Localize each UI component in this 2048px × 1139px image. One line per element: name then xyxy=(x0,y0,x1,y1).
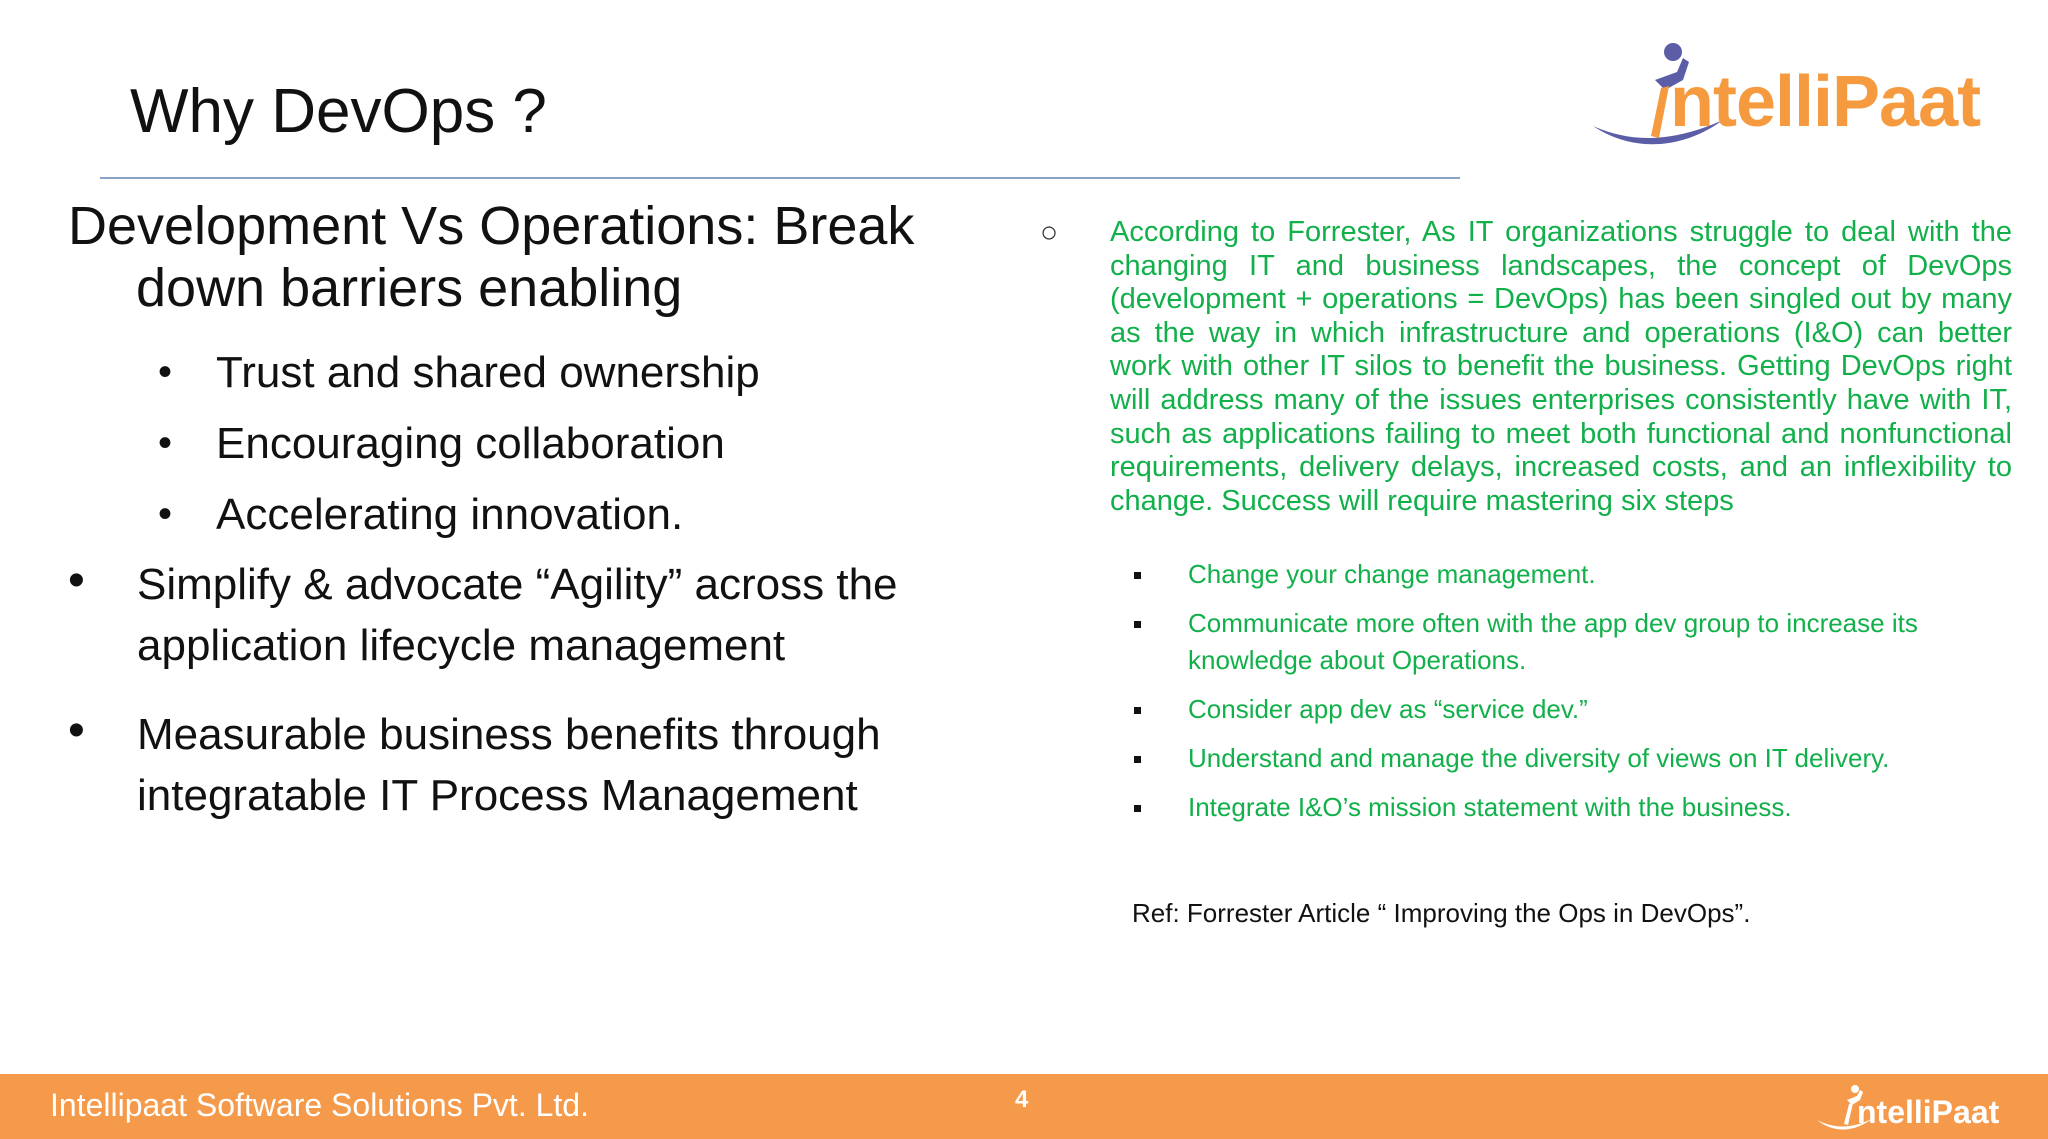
logo-wordmark: ntelliPaat xyxy=(1670,62,1981,142)
slide-title: Why DevOps ? xyxy=(130,77,547,146)
sub-bullet-item: • Trust and shared ownership xyxy=(68,337,968,408)
step-item: Integrate I&O’s mission statement with the business. xyxy=(1040,789,1968,826)
main-bullet-item: • Simplify & advocate “Agility” across the application lifecycle management xyxy=(68,554,968,676)
intellipaat-logo xyxy=(1585,28,2005,168)
sub-bullet-list xyxy=(68,337,968,550)
forrester-quote: According to Forrester, As IT organizations struggle to deal with the changing IT and business landscapes, the concept of DevOps (development + operations = DevOps) has been singled out by many as the way in which infrastructure and operations (I&O) can better work with other IT silos to benefit the business. Getting DevOps right will address many of the issues enterprises consistently have with IT, such as applications failing to meet both functional and nonfunctional requirements, delivery delays, increased costs, and an inflexibility to change. Success will require mastering six steps xyxy=(1110,216,2012,517)
footer-logo xyxy=(1815,1080,2025,1135)
right-column xyxy=(1040,216,2012,930)
footer-logo-wordmark: ntelliPaat xyxy=(1857,1094,2000,1130)
sub-bullet-item: • Encouraging collaboration xyxy=(68,408,968,479)
step-item: Change your change management. xyxy=(1040,556,1968,593)
page-number: 4 xyxy=(1015,1086,1029,1113)
left-column xyxy=(68,195,968,826)
footer-company-name: Intellipaat Software Solutions Pvt. Ltd. xyxy=(50,1087,589,1123)
footer-bar xyxy=(0,1074,2048,1139)
main-bullet-list xyxy=(68,554,968,826)
step-item: Understand and manage the diversity of views on IT delivery. xyxy=(1040,740,1968,777)
hollow-bullet-icon: ○ xyxy=(1040,216,1059,249)
sub-bullet-item: • Accelerating innovation. xyxy=(68,479,968,550)
step-item: Consider app dev as “service dev.” xyxy=(1040,691,1968,728)
main-bullet-item: • Measurable business benefits through integratable IT Process Management xyxy=(68,704,968,826)
step-item: Communicate more often with the app dev group to increase its knowledge about Operations. xyxy=(1040,605,1968,679)
six-steps-list xyxy=(1040,556,2012,826)
section-heading: Development Vs Operations: Break down barriers enabling xyxy=(68,196,915,318)
reference-note: Ref: Forrester Article “ Improving the Ops in DevOps”. xyxy=(1132,898,1751,929)
title-divider xyxy=(100,177,1460,179)
